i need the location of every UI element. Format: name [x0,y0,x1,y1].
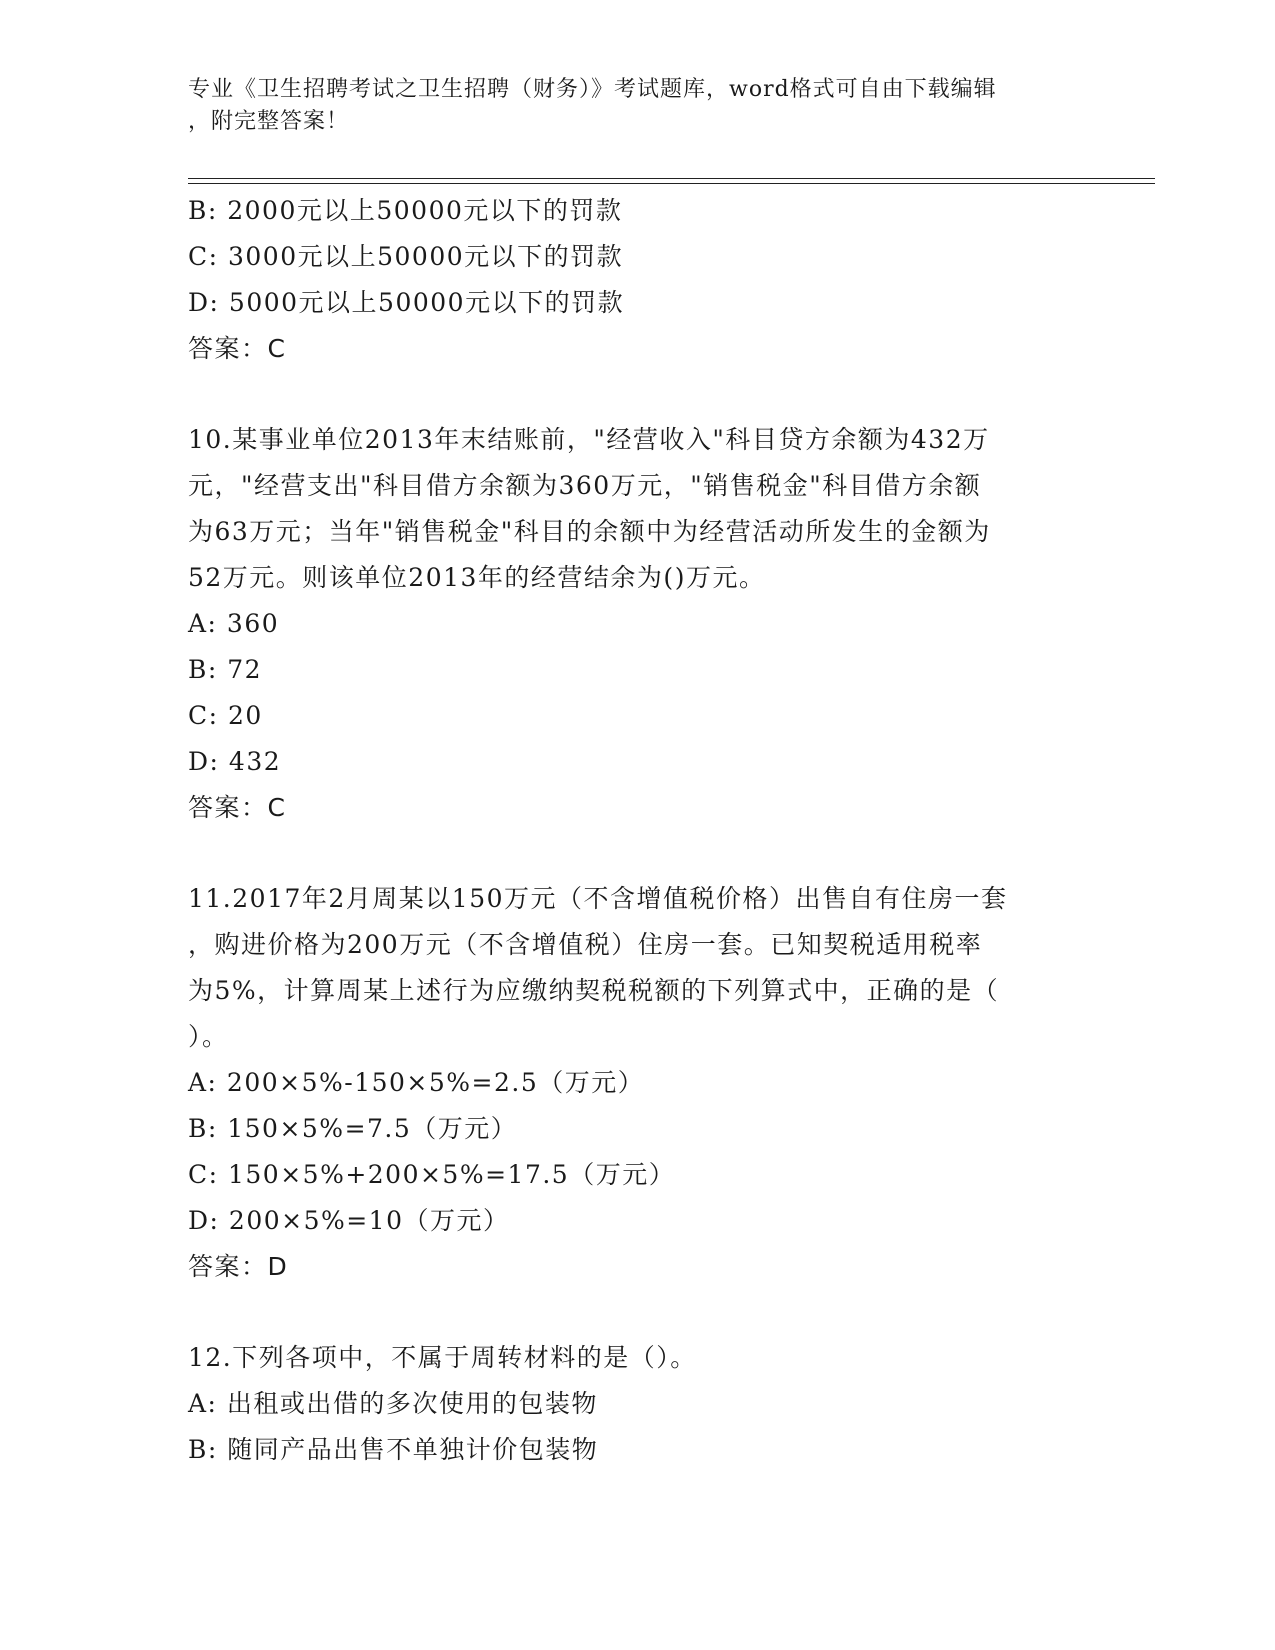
q11-option-c: C: 150×5%+200×5%=17.5（万元） [188,1160,676,1189]
header-line-2: ，附完整答案！ [188,109,350,134]
q9-answer: 答案：C [188,334,287,363]
question-10 [188,417,1088,831]
spacer [188,372,1088,417]
question-11 [188,876,1088,1290]
q11-option-b: B: 150×5%=7.5（万元） [188,1114,518,1143]
q12-option-b: B: 随同产品出售不单独计价包装物 [188,1435,599,1464]
document-body [188,188,1088,1473]
q10-stem-line-1: 10.某事业单位2013年末结账前，"经营收入"科目贷方余额为432万 [188,425,990,454]
q9-option-d: D: 5000元以上50000元以下的罚款 [188,288,625,317]
header-divider-top [188,178,1155,179]
q11-stem-line-4: ）。 [188,1022,229,1051]
question-9 [188,188,1088,372]
q12-option-a: A: 出租或出借的多次使用的包装物 [188,1389,598,1418]
q11-stem-line-2: ，购进价格为200万元（不含增值税）住房一套。已知契税适用税率 [188,930,983,959]
q10-answer: 答案：C [188,793,287,822]
q10-option-b: B: 72 [188,655,263,684]
q10-option-d: D: 432 [188,747,282,776]
q9-option-c: C: 3000元以上50000元以下的罚款 [188,242,624,271]
header-line-1: 专业《卫生招聘考试之卫生招聘（财务）》考试题库，word格式可自由下载编辑 [188,77,997,102]
q9-option-b: B: 2000元以上50000元以下的罚款 [188,196,623,225]
q11-option-d: D: 200×5%=10（万元） [188,1206,510,1235]
q10-stem-line-2: 元，"经营支出"科目借方余额为360万元，"销售税金"科目借方余额 [188,471,982,500]
q10-option-a: A: 360 [188,609,280,638]
q11-stem-line-3: 为5%，计算周某上述行为应缴纳契税税额的下列算式中，正确的是（ [188,976,1000,1005]
q10-stem-line-3: 为63万元；当年"销售税金"科目的余额中为经营活动所发生的金额为 [188,517,991,546]
question-12 [188,1335,1088,1473]
header-divider-bottom [188,183,1155,184]
q10-option-c: C: 20 [188,701,263,730]
q11-option-a: A: 200×5%-150×5%=2.5（万元） [188,1068,645,1097]
q10-stem-line-4: 52万元。则该单位2013年的经营结余为()万元。 [188,563,766,592]
q11-answer: 答案：D [188,1252,289,1281]
q12-stem-line-1: 12.下列各项中，不属于周转材料的是（）。 [188,1343,697,1372]
spacer [188,831,1088,876]
document-header [188,74,1088,138]
q11-stem-line-1: 11.2017年2月周某以150万元（不含增值税价格）出售自有住房一套 [188,884,1008,913]
spacer [188,1290,1088,1335]
